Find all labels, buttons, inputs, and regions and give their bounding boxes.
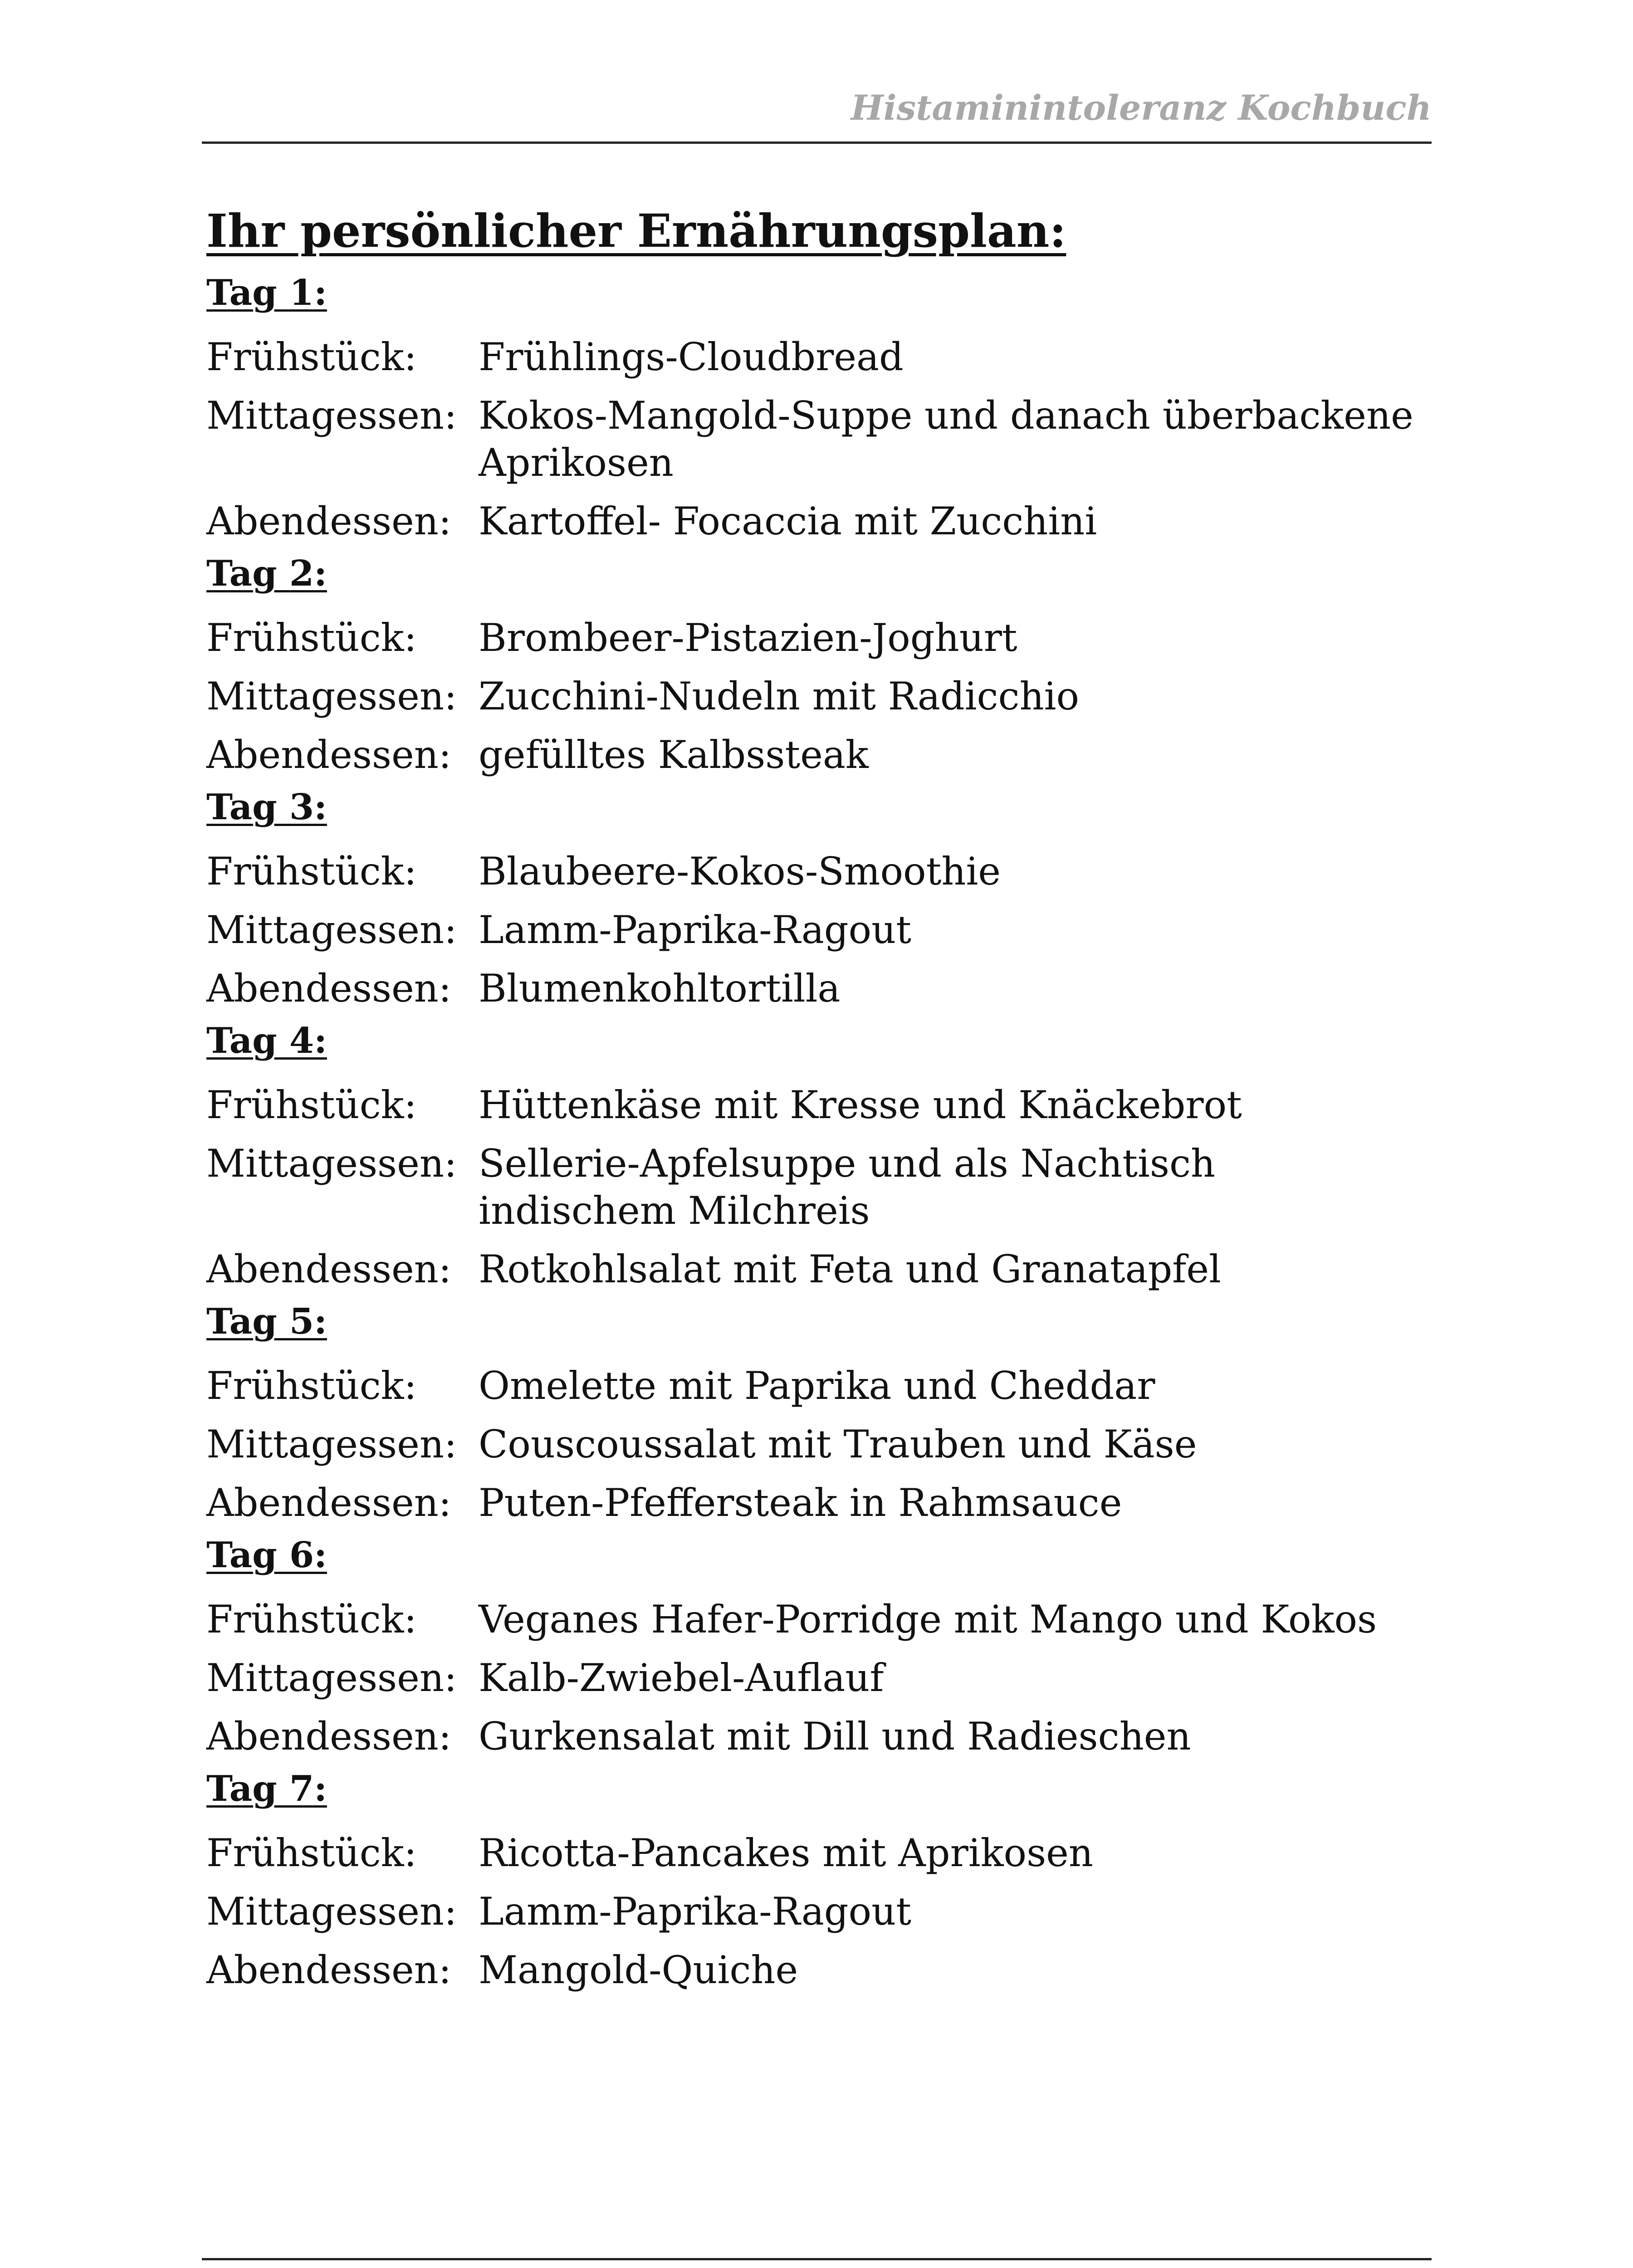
meal-label: Abendessen: [206, 966, 452, 1011]
meal-row [206, 1654, 1422, 1701]
day-block [206, 787, 1422, 1012]
meal-row [206, 1362, 1422, 1409]
meal-row [206, 1421, 1422, 1468]
meal-dish: Zucchini-Nudeln mit Radicchio [479, 674, 1080, 719]
meal-dish: gefülltes Kalbssteak [479, 733, 869, 777]
meal-label: Mittagessen: [206, 1656, 457, 1700]
meal-row [206, 1946, 1422, 1994]
meal-label: Abendessen: [206, 733, 452, 777]
day-block [206, 1535, 1422, 1760]
meal-dish: Frühlings-Cloudbread [479, 335, 904, 379]
meal-label: Abendessen: [206, 1714, 452, 1759]
meal-label: Frühstück: [206, 616, 417, 660]
day-heading: Tag 2: [206, 553, 327, 594]
day-list [206, 272, 1422, 1994]
meal-dish: Rotkohlsalat mit Feta und Granatapfel [479, 1247, 1221, 1291]
day-heading: Tag 4: [206, 1020, 327, 1061]
running-header-title: Histaminintoleranz Kochbuch [851, 88, 1432, 128]
meal-row [206, 392, 1422, 486]
day-block [206, 1768, 1422, 1994]
meal-row [206, 673, 1422, 720]
meal-dish: Hüttenkäse mit Kresse und Knäckebrot [479, 1083, 1242, 1127]
meal-row [206, 1081, 1422, 1129]
meal-row [206, 1479, 1422, 1526]
day-heading: Tag 1: [206, 272, 327, 313]
meal-row [206, 614, 1422, 661]
meal-label: Frühstück: [206, 1831, 417, 1875]
day-block [206, 553, 1422, 778]
meal-row [206, 1140, 1422, 1234]
day-heading: Tag 3: [206, 787, 327, 828]
meal-label: Abendessen: [206, 1247, 452, 1291]
meal-label: Abendessen: [206, 1481, 452, 1525]
meal-label: Mittagessen: [206, 908, 457, 952]
meal-dish: Lamm-Paprika-Ragout [479, 1889, 911, 1934]
meal-dish: Brombeer-Pistazien-Joghurt [479, 616, 1017, 660]
meal-row [206, 965, 1422, 1012]
meal-label: Frühstück: [206, 849, 417, 894]
meal-dish: Kartoffel- Focaccia mit Zucchini [479, 499, 1097, 543]
meal-plan [206, 205, 1422, 2005]
meal-dish: Blaubeere-Kokos-Smoothie [479, 849, 1001, 894]
meal-label: Abendessen: [206, 1948, 452, 1992]
meal-row [206, 1713, 1422, 1760]
meal-label: Mittagessen: [206, 1422, 457, 1466]
meal-dish: Sellerie-Apfelsuppe und als Nachtisch indischem Milchreis [479, 1141, 1216, 1233]
meal-row [206, 848, 1422, 895]
meal-row [206, 1596, 1422, 1643]
meal-dish: Lamm-Paprika-Ragout [479, 908, 911, 952]
meal-row [206, 498, 1422, 545]
meal-label: Mittagessen: [206, 393, 457, 438]
day-heading: Tag 6: [206, 1535, 327, 1576]
meal-dish: Ricotta-Pancakes mit Aprikosen [479, 1831, 1093, 1875]
page-title: Ihr persönlicher Ernährungsplan: [206, 204, 1066, 258]
meal-dish: Omelette mit Paprika und Cheddar [479, 1364, 1155, 1408]
day-block [206, 1301, 1422, 1526]
meal-label: Frühstück: [206, 1083, 417, 1127]
meal-dish: Blumenkohltortilla [479, 966, 841, 1011]
meal-label: Mittagessen: [206, 1889, 457, 1934]
day-block [206, 1020, 1422, 1293]
meal-label: Frühstück: [206, 1364, 417, 1408]
meal-dish: Kokos-Mangold-Suppe und danach überbackene Aprikosen [479, 393, 1413, 485]
day-heading: Tag 5: [206, 1301, 327, 1342]
meal-row [206, 1829, 1422, 1877]
meal-dish: Couscoussalat mit Trauben und Käse [479, 1422, 1197, 1466]
meal-dish: Veganes Hafer-Porridge mit Mango und Kokos [479, 1597, 1377, 1642]
meal-dish: Kalb-Zwiebel-Auflauf [479, 1656, 884, 1700]
meal-row [206, 731, 1422, 778]
day-block [206, 272, 1422, 545]
meal-label: Frühstück: [206, 335, 417, 379]
header-rule [202, 142, 1432, 144]
meal-row [206, 1888, 1422, 1935]
meal-label: Frühstück: [206, 1597, 417, 1642]
meal-dish: Mangold-Quiche [479, 1948, 798, 1992]
meal-label: Abendessen: [206, 499, 452, 543]
meal-row [206, 333, 1422, 381]
meal-label: Mittagessen: [206, 1141, 457, 1186]
meal-row [206, 1246, 1422, 1293]
meal-dish: Puten-Pfeffersteak in Rahmsauce [479, 1481, 1122, 1525]
footer-rule [202, 2258, 1432, 2260]
day-heading: Tag 7: [206, 1768, 327, 1809]
meal-label: Mittagessen: [206, 674, 457, 719]
meal-row [206, 906, 1422, 953]
meal-dish: Gurkensalat mit Dill und Radieschen [479, 1714, 1191, 1759]
